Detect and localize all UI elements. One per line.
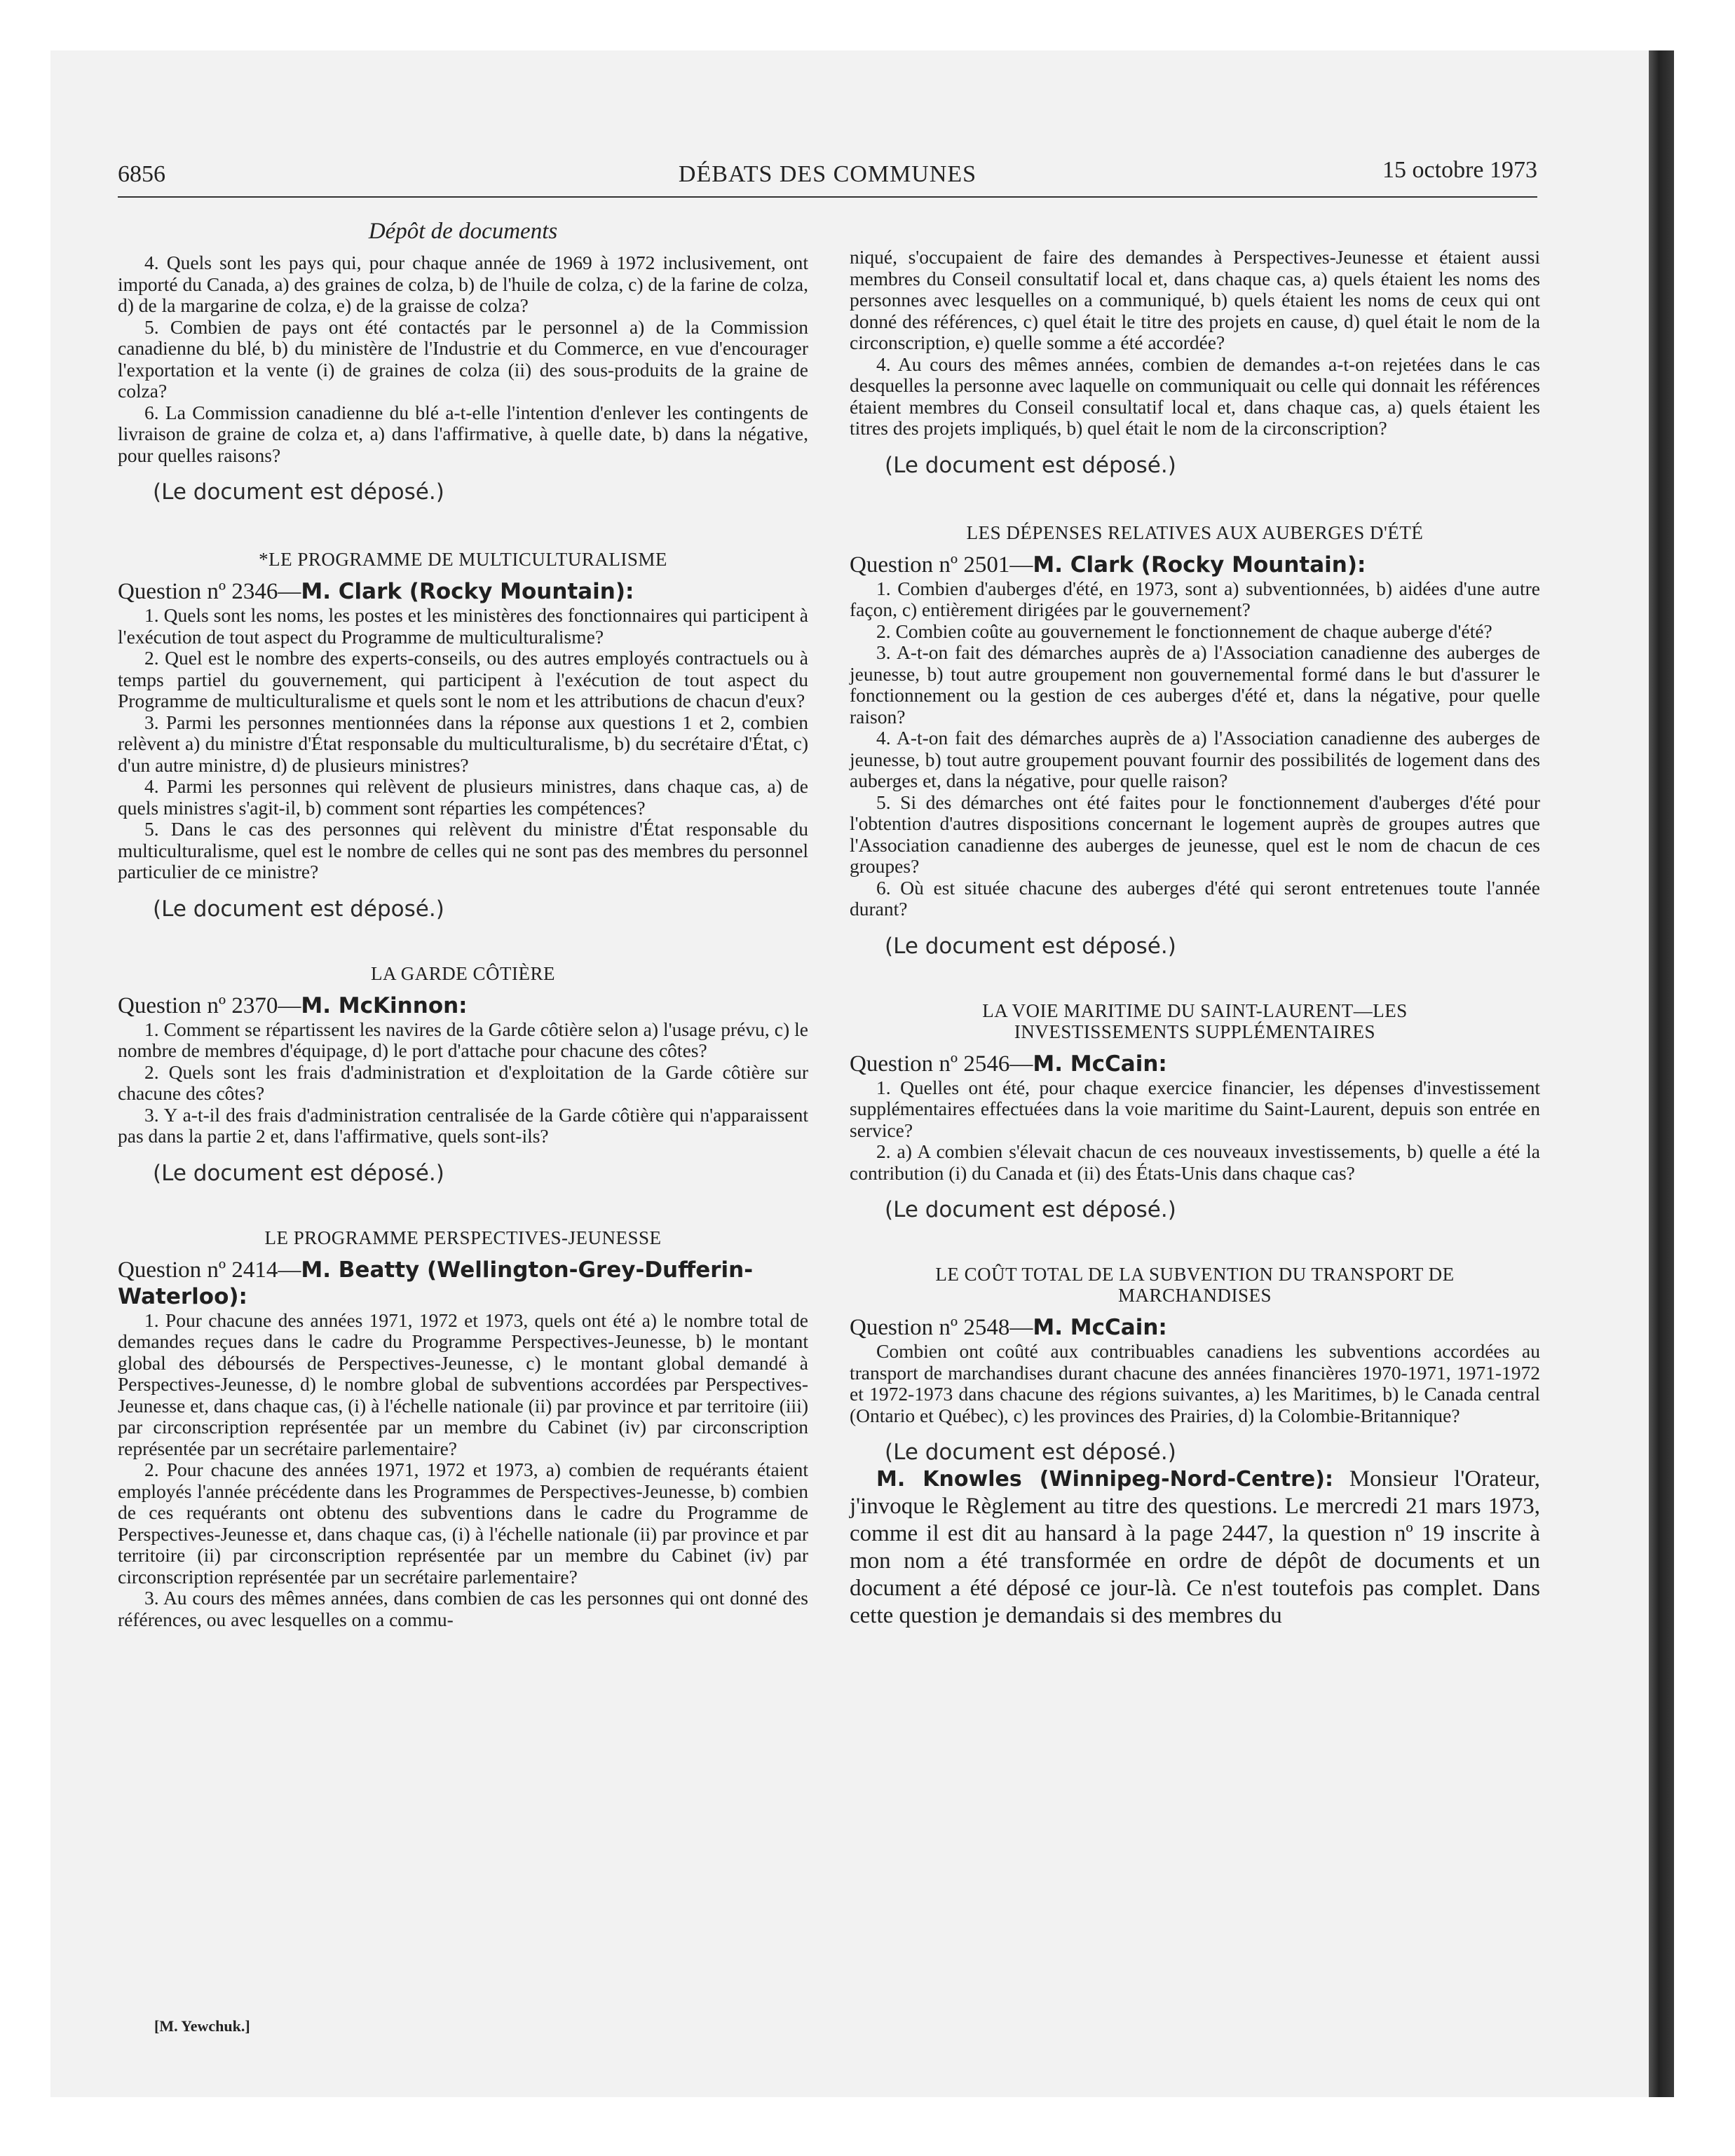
section-title-line: LE COÛT TOTAL DE LA SUBVENTION DU TRANSPORT DE [935,1264,1455,1285]
paragraph: 5. Combien de pays ont été contactés par le personnel a) de la Commission canadienne du blé, b) du ministère de l'Industrie et du Commerce, en vue d'encourager l'exportation et la vente (i) de graines de colza (ii) des sous-produits de la graine de colza? [118,315,808,402]
section-title: LA GARDE CÔTIÈRE [371,962,555,984]
question-author: M. Clark (Rocky Mountain): [301,579,634,604]
question-heading [850,552,1540,578]
paragraph: 4. Au cours des mêmes années, combien de demandes a-t-on rejetées dans le cas desquelles la personne avec laquelle on communiquait ou celle qui donnait les références étaient membres du Conseil consultatif local et, dans chaque cas, a) quels étaient les titres des projets impliqués, b) quel était le nom de la circonscription? [850,353,1540,439]
paragraph: niqué, s'occupaient de faire des demandes à Perspectives-Jeunesse et étaient aussi membres du Conseil consultatif local et, dans chaque cas, a) quels étaient les noms des personnes avec lesquelles on a communiqué, b) quels étaient les noms de ceux qui ont donné des références, c) quel était le titre des projets en cause, d) quel était le nom de la circonscription, e) quelle somme a été accordée? [850,246,1540,353]
question-number: Question nº 2501— [850,552,1033,578]
closing-speech [850,1466,1540,1630]
left-column [118,252,808,1630]
paragraph: 1. Quelles ont été, pour chaque exercice financier, les dépenses d'investissement supplémentaires effectuées dans la voie maritime du Saint-Laurent, depuis son entrée en service? [850,1076,1540,1141]
paragraph: 2. Quel est le nombre des experts-conseils, ou des autres employés contractuels ou à temps partiel du gouvernement, qui participent à l'exécution de tout aspect du Programme de multiculturalisme et quels sont le nom et les attributions de chacun d'eux? [118,647,808,711]
speaker-name: M. Knowles (Winnipeg-Nord-Centre): [876,1467,1333,1492]
question-heading [118,992,808,1019]
section-title: LE PROGRAMME PERSPECTIVES-JEUNESSE [264,1227,662,1248]
document-tabled: (Le document est déposé.) [153,896,444,922]
question-number: Question nº 2346— [118,579,301,604]
paragraph: 2. a) A combien s'élevait chacun de ces nouveaux investissements, b) quelle a été la contribution (i) du Canada et (ii) des États-Unis dans chaque cas? [850,1140,1540,1184]
question-author: M. McCain: [1033,1315,1167,1340]
section-title-line: MARCHANDISES [1117,1285,1272,1306]
paragraph: 3. Parmi les personnes mentionnées dans la réponse aux questions 1 et 2, combien relèvent a) du ministre d'État responsable du multiculturalisme, b) du secrétaire d'État, c) d'un autre ministre, d) de plusieurs ministres? [118,711,808,776]
paragraph: 2. Pour chacune des années 1971, 1972 et 1973, a) combien de requérants étaient employés l'année précédente dans les Programmes de Perspectives-Jeunesse, b) combien de ces requérants ont obtenu des subventions dans le cadre du Programme de Perspectives-Jeunesse et, dans chaque cas, (i) à l'échelle nationale (ii) par province et par territoire (ii) par circonscription représentée par un membre du Cabinet (iv) par circonscription représentée par un secrétaire parlementaire? [118,1459,808,1588]
section-title: LES DÉPENSES RELATIVES AUX AUBERGES D'ÉTÉ [966,521,1424,543]
paragraph: 4. A-t-on fait des démarches auprès de a) l'Association canadienne des auberges de jeunesse, b) tout autre groupement pouvant fournir des possibilités de logement dans des auberges et, dans la négative, pour quelle raison? [850,727,1540,791]
speech-text: Monsieur l'Orateur, j'invoque le Règlement au titre des questions. Le mercredi 21 mars 1973, comme il est dit au hansard à la page 2447, la question nº 19 inscrite à mon nom a été transformée en ordre de dépôt de documents et un document a été déposé ce jour-là. Ce n'est toutefois pas complet. Dans cette question je demandais si des membres du [850,1466,1540,1628]
right-column [850,247,1540,1630]
question-number: Question nº 2548— [850,1315,1033,1340]
section-subheading: Dépôt de documents [368,219,558,244]
paragraph: 1. Combien d'auberges d'été, en 1973, sont a) subventionnées, b) aidées d'une autre façon, c) entièrement dirigées par le gouvernement? [850,577,1540,620]
paragraph: Combien ont coûté aux contribuables canadiens les subventions accordées au transport de marchandises durant chacune des années financières 1970-1971, 1971-1972 et 1972-1973 dans chacune des régions suivantes, a) les Maritimes, b) le Canada central (Ontario et Québec), c) les provinces des Prairies, d) la Colombie-Britannique? [850,1340,1540,1426]
paragraph: 1. Quels sont les noms, les postes et les ministères des fonctionnaires qui participent à l'exécution de tout aspect du Programme de multiculturalisme? [118,604,808,648]
page-footer-note: [M. Yewchuk.] [154,2017,250,2035]
scan-edge-shadow [1649,50,1674,2097]
page-header [118,157,1537,195]
paragraph: 1. Pour chacune des années 1971, 1972 et 1973, quels ont été a) le nombre total de demandes reçues dans le cadre du Programme Perspectives-Jeunesse, b) le montant global des déboursés de Perspectives-Jeunesse, c) le montant global demandé à Perspectives-Jeunesse, d) le nombre global de subventions accordées par Perspectives-Jeunesse et, dans chaque cas, (i) à l'échelle nationale (ii) par province et par territoire (iii) par circonscription représentée par un membre du Cabinet (iv) par circonscription représentée par un secrétaire parlementaire? [118,1309,808,1459]
question-author: M. McCain: [1033,1051,1167,1077]
paragraph: 6. Où est située chacune des auberges d'été qui seront entretenues toute l'année durant? [850,876,1540,920]
paragraph: 2. Combien coûte au gouvernement le fonctionnement de chaque auberge d'été? [876,620,1492,642]
question-heading [118,1257,808,1310]
paragraph: 2. Quels sont les frais d'administration et d'exploitation de la Garde côtière sur chacune des côtes? [118,1060,808,1104]
paragraph: 3. Au cours des mêmes années, dans combien de cas les personnes qui ont donné des références, ou avec lesquelles on a commu- [118,1587,808,1630]
paragraph: 5. Dans le cas des personnes qui relèvent du ministre d'État responsable du multiculturalisme, quel est le nombre de celles qui ne sont pas des membres du personnel particulier de ce ministre? [118,818,808,882]
paragraph: 6. La Commission canadienne du blé a-t-elle l'intention d'enlever les contingents de livraison de graine de colza et, a) dans l'affirmative, à quelle date, b) dans la négative, pour quelles raisons? [118,401,808,466]
document-tabled: (Le document est déposé.) [153,479,444,505]
question-author: M. Clark (Rocky Mountain): [1033,552,1366,578]
section-title: *LE PROGRAMME DE MULTICULTURALISME [259,549,667,570]
section-title [850,1264,1540,1306]
question-author: M. Beatty (Wellington-Grey-Dufferin-Waterloo): [118,1257,754,1309]
document-tabled: (Le document est déposé.) [885,1440,1176,1465]
question-number: Question nº 2370— [118,992,301,1018]
paragraph: 3. Y a-t-il des frais d'administration centralisée de la Garde côtière qui n'apparaissent pas dans la partie 2 et, dans l'affirmative, quels sont-ils? [118,1103,808,1147]
question-number: Question nº 2546— [850,1051,1033,1077]
page-number: 6856 [118,161,165,187]
header-rule [118,196,1537,198]
question-heading [850,1051,1540,1077]
document-tabled: (Le document est déposé.) [885,1197,1176,1222]
paragraph: 3. A-t-on fait des démarches auprès de a) l'Association canadienne des auberges de jeunesse, b) tout autre groupement non gouvernemental formé dans le but d'assurer le fonctionnement ou la gestion de ces auberges d'été et, dans la négative, pour quelle raison? [850,641,1540,728]
document-tabled: (Le document est déposé.) [885,933,1176,959]
question-heading [118,578,808,605]
paragraph: 5. Si des démarches ont été faites pour le fonctionnement d'auberges d'été pour l'obtention d'autres dispositions concernant le logement auprès de groupes autres que l'Association canadienne des auberges de jeunesse, quel est le nom de chacun de ces groupes? [850,791,1540,877]
document-tabled: (Le document est déposé.) [885,452,1176,478]
section-title-line: LA VOIE MARITIME DU SAINT-LAURENT—LES [982,999,1408,1021]
paragraph: 4. Parmi les personnes qui relèvent de plusieurs ministres, dans chaque cas, a) de quels ministres s'agit-il, b) comment sont réparties les compétences? [118,775,808,819]
page-date: 15 octobre 1973 [1382,157,1537,183]
section-title-line: INVESTISSEMENTS SUPPLÉMENTAIRES [1014,1021,1376,1042]
document-tabled: (Le document est déposé.) [153,1160,444,1186]
question-author: M. McKinnon: [301,992,468,1018]
question-number: Question nº 2414— [118,1257,301,1283]
section-title [850,1000,1540,1042]
question-heading [850,1314,1540,1341]
paragraph: 1. Comment se répartissent les navires de la Garde côtière selon a) l'usage prévu, c) le nombre de membres d'équipage, d) le port d'attache pour chacune des côtes? [118,1018,808,1061]
paragraph: 4. Quels sont les pays qui, pour chaque année de 1969 à 1972 inclusivement, ont importé du Canada, a) des graines de colza, b) de l'huile de colza, c) de la farine de colza, d) de la margarine de colza, e) de la graisse de colza? [118,252,808,316]
publication-title: DÉBATS DES COMMUNES [678,161,977,187]
